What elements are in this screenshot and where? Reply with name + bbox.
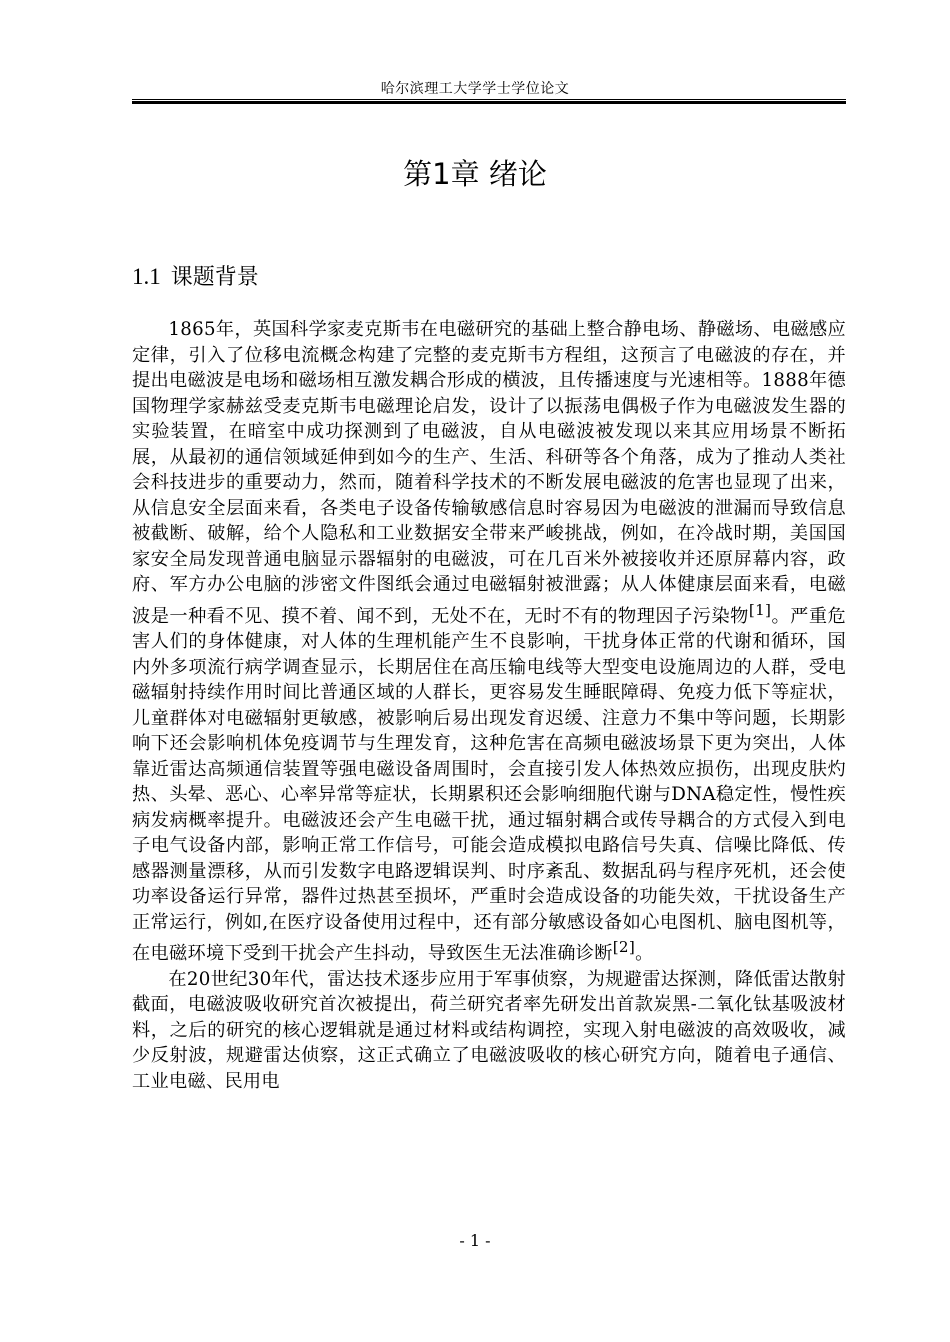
- paragraph-2: 在20世纪30年代，雷达技术逐步应用于军事侦察，为规避雷达探测，降低雷达散射截面，电磁波吸收研究首次被提出，荷兰研究者率先研发出首款炭黑-二氧化钛基吸波材料，之后的研究的核心逻辑就是通过材料或结构调控，实现入射电磁波的高效吸收，减少反射波，规避雷达侦察，这正式确立了电磁波吸收的核心研究方向，随着电子通信、工业电磁、民用电: [132, 968, 846, 1092]
- body-text: [132, 317, 846, 1094]
- citation-1: [1]: [748, 600, 772, 619]
- paragraph-1-text: 1865年，英国科学家麦克斯韦在电磁研究的基础上整合静电场、静磁场、电磁感应定律，引入了位移电流概念构建了完整的麦克斯韦方程组，这预言了电磁波的存在，并提出电磁波是电场和磁场相互激发耦合形成的横波，且传播速度与光速相等。1888年德国物理学家赫兹受麦克斯韦电磁理论启发，设计了以振荡电偶极子作为电磁波发生器的实验装置，在暗室中成功探测到了电磁波，自从电磁波被发现以来其应用场景不断拓展，从最初的通信领域延伸到如今的生产、生活、科研等各个角落，成为了推动人类社会科技进步的重要动力，然而，随着科学技术的不断发展电磁波的危害也显现了出来，从信息安全层面来看，各类电子设备传输敏感信息时容易因为电磁波的泄漏而导致信息被截断、破解，给个人隐私和工业数据安全带来严峻挑战，例如，在冷战时期，美国国家安全局发现普通电脑显示器辐射的电磁波，可在几百米外被接收并还原屏幕内容，政府、军方办公电脑的涉密文件图纸会通过电磁辐射被泄露；从人体健康层面来看，电磁波是一种看不见、摸不着、闻不到，无处不在，无时不有的物理因子污染物: [132, 319, 846, 627]
- section-heading: [132, 260, 259, 291]
- chapter-title: 第1章 绪论: [403, 157, 547, 191]
- running-header: 哈尔滨理工大学学士学位论文: [380, 81, 570, 97]
- header-rule-thick: [132, 101, 846, 104]
- section-title: 课题背景: [170, 265, 259, 290]
- section-number: 1.1: [132, 264, 161, 289]
- paragraph-1-end: 。: [635, 943, 654, 965]
- header-rule-thin: [132, 99, 846, 100]
- citation-2: [2]: [612, 938, 636, 957]
- page-number: - 1 -: [459, 1231, 491, 1250]
- paragraph-1-text-cont: 。严重危害人们的身体健康，对人体的生理机能产生不良影响，干扰身体正常的代谢和循环，国内外多项流行病学调查显示，长期居住在高压输电线等大型变电设施周边的人群，受电磁辐射持续作用时间比普通区域的人群长，更容易发生睡眠障碍、免疫力低下等症状，儿童群体对电磁辐射更敏感，被影响后易出现发育迟缓、注意力不集中等问题，长期影响下还会影响机体免疫调节与生理发育，这种危害在高频电磁波场景下更为突出，人体靠近雷达高频通信装置等强电磁设备周围时，会直接引发人体热效应损伤，出现皮肤灼热、头晕、恶心、心率异常等症状，长期累积还会影响细胞代谢与DNA稳定性，慢性疾病发病概率提升。电磁波还会产生电磁干扰，通过辐射耦合或传导耦合的方式侵入到电子电气设备内部，影响正常工作信号，可能会造成模拟电路信号失真、信噪比降低、传感器测量漂移，从而引发数字电路逻辑误判、时序紊乱、数据乱码与程序死机，还会使功率设备运行异常，器件过热甚至损坏，严重时会造成设备的功能失效，干扰设备生产正常运行，例如,在医疗设备使用过程中，还有部分敏感设备如心电图机、脑电图机等，在电磁环境下受到干扰会产生抖动，导致医生无法准确诊断: [132, 605, 847, 965]
- paragraph-1: [132, 317, 846, 967]
